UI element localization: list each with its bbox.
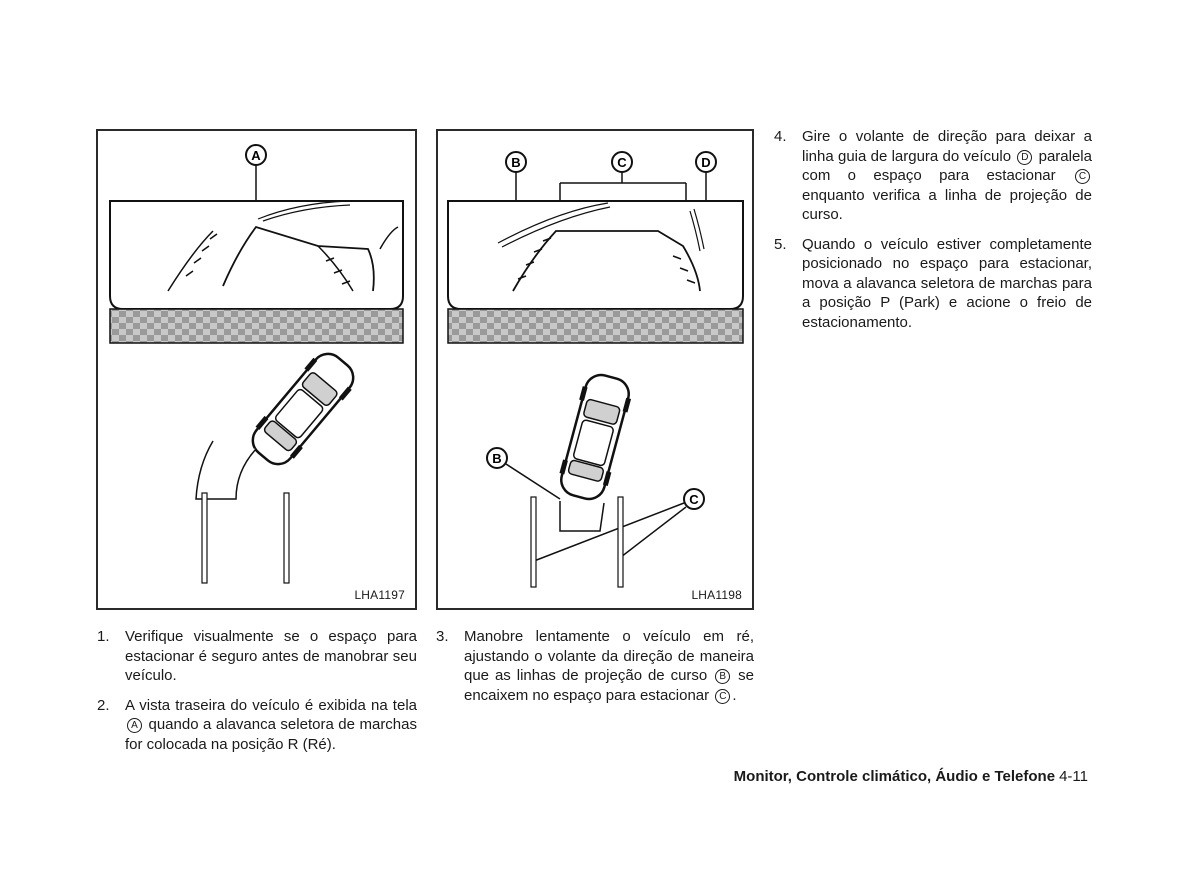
step-text: Verifique visualmente se o espaço para estacionar é seguro antes de manobrar seu veículo. — [125, 628, 417, 684]
step-text: Manobre lentamente o veículo em ré, ajustando o volante da direção de maneira que as linhas de projeção de curso — [464, 628, 754, 684]
parking-line-left — [531, 497, 536, 587]
step-text: paralela com o espaço para estacionar — [802, 147, 1092, 184]
callout-reference: C — [715, 689, 730, 704]
step-number: 3. — [436, 628, 449, 645]
list-item — [97, 696, 417, 755]
car-top-view-icon — [244, 345, 362, 472]
figure-lha1197 — [96, 129, 417, 610]
parking-line-right — [284, 493, 289, 583]
callout-a-letter: A — [251, 148, 261, 163]
step-text: A vista traseira do veículo é exibida na tela — [125, 696, 417, 714]
callout-reference: A — [127, 718, 142, 733]
monitor-screen — [448, 201, 743, 309]
figure-lha1198 — [436, 129, 754, 610]
page-footer — [734, 768, 1088, 785]
steps-middle — [436, 627, 754, 715]
parking-line-right — [618, 497, 623, 587]
callout-reference: D — [1017, 150, 1032, 165]
figure-code: LHA1197 — [354, 588, 405, 602]
steps-right — [774, 127, 1092, 342]
step-text: quando a alavanca seletora de marchas for colocada na posição R (Ré). — [125, 716, 417, 753]
step-text: Quando o veículo estiver completamente posicionado no espaço para estacionar, mova a alavanca seletora de marchas para a posição P (Park) e acione o freio de estacionamento. — [802, 235, 1092, 331]
page-number: 4-11 — [1059, 768, 1088, 785]
step-text: . — [732, 686, 737, 704]
step-text: se encaixem no espaço para estacionar — [464, 667, 754, 704]
monitor-screen — [110, 201, 403, 309]
section-title: Monitor, Controle climático, Áudio e Telefone — [733, 768, 1056, 785]
car-top-view-icon — [555, 371, 635, 504]
callout-b-lower-letter: B — [492, 451, 502, 466]
list-item — [97, 627, 417, 686]
step-text: enquanto verifica a linha de projeção de curso. — [802, 186, 1092, 223]
step-number: 2. — [97, 696, 110, 714]
callout-c-lower-letter: C — [689, 492, 699, 507]
step-number: 4. — [774, 128, 787, 145]
parking-line-left — [202, 493, 207, 583]
rear-view-illustration-1 — [98, 131, 415, 608]
step-number: 1. — [97, 628, 110, 645]
steps-left — [97, 627, 417, 764]
list-item — [436, 627, 754, 705]
step-number: 5. — [774, 235, 787, 253]
list-item — [774, 127, 1092, 225]
callout-c-letter: C — [617, 155, 627, 170]
screen-bottom-band — [448, 309, 743, 343]
list-item — [774, 235, 1092, 333]
callout-reference: C — [1075, 169, 1090, 184]
step-text: Gire o volante de direção para deixar a linha guia de largura do veículo — [802, 128, 1092, 165]
screen-bottom-band — [110, 309, 403, 343]
callout-d-letter: D — [701, 155, 711, 170]
callout-reference: B — [715, 669, 730, 684]
callout-b-letter: B — [511, 155, 521, 170]
rear-view-illustration-2 — [438, 131, 752, 608]
figure-code: LHA1198 — [691, 588, 742, 602]
